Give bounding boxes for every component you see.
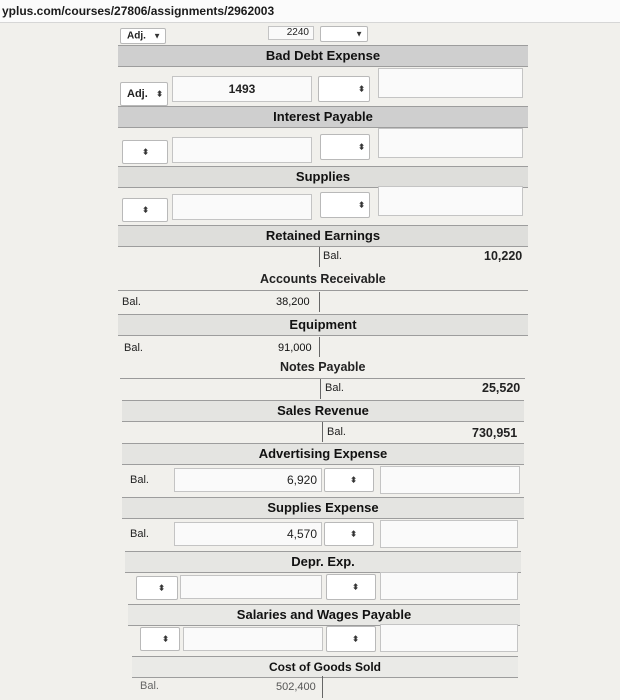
notes-payable-title: Notes Payable bbox=[280, 360, 366, 374]
supplies-debit-input[interactable] bbox=[172, 194, 312, 220]
salaries-payable-credit-select[interactable] bbox=[326, 626, 376, 652]
interest-payable-credit-input[interactable] bbox=[378, 128, 523, 158]
chevron-updown-icon: ⬍ bbox=[142, 205, 149, 215]
retained-earnings-bal-label: Bal. bbox=[323, 250, 342, 262]
supplies-expense-bal-label: Bal. bbox=[130, 528, 149, 540]
sales-revenue-title: Sales Revenue bbox=[277, 403, 369, 418]
chevron-down-icon: ▼ bbox=[153, 31, 161, 41]
cogs-header bbox=[132, 656, 518, 678]
sales-revenue-header bbox=[122, 400, 524, 422]
chevron-updown-icon: ⬍ bbox=[350, 529, 357, 539]
chevron-updown-icon: ⬍ bbox=[358, 142, 365, 152]
retained-earnings-balance: 10,220 bbox=[484, 249, 523, 263]
salaries-payable-debit-input[interactable] bbox=[183, 627, 323, 651]
supplies-expense-credit-input[interactable] bbox=[380, 520, 518, 548]
top-adj-select-label: Adj. bbox=[127, 30, 146, 42]
chevron-updown-icon: ⬍ bbox=[162, 634, 169, 644]
chevron-down-icon: ▼ bbox=[355, 29, 363, 39]
interest-payable-debit-select[interactable] bbox=[122, 140, 168, 164]
interest-payable-debit-input[interactable] bbox=[172, 137, 312, 163]
top-partial-value: 2240 bbox=[286, 27, 309, 38]
bad-debt-adj-select[interactable] bbox=[120, 82, 168, 106]
cogs-bal-label: Bal. bbox=[140, 680, 159, 692]
retained-earnings-title: Retained Earnings bbox=[265, 228, 381, 243]
depr-exp-credit-input[interactable] bbox=[380, 572, 518, 600]
interest-payable-title: Interest Payable bbox=[273, 109, 373, 124]
supplies-expense-balance: 4,570 bbox=[286, 527, 317, 541]
t-account-divider bbox=[322, 422, 323, 442]
advertising-expense-balance: 6,920 bbox=[286, 473, 317, 487]
top-account-select[interactable] bbox=[320, 26, 368, 42]
chevron-updown-icon: ⬍ bbox=[352, 634, 359, 644]
supplies-expense-credit-select[interactable] bbox=[324, 522, 374, 546]
equipment-bal-label: Bal. bbox=[124, 342, 143, 354]
supplies-credit-select[interactable] bbox=[320, 192, 370, 218]
interest-payable-credit-select[interactable] bbox=[320, 134, 370, 160]
equipment-balance: 91,000 bbox=[278, 342, 312, 354]
bad-debt-value: 1493 bbox=[228, 82, 256, 96]
browser-url-bar[interactable] bbox=[0, 0, 620, 23]
supplies-expense-debit-input[interactable] bbox=[174, 522, 322, 546]
supplies-title: Supplies bbox=[295, 169, 351, 184]
cogs-balance: 502,400 bbox=[276, 681, 316, 693]
bad-debt-header bbox=[118, 45, 528, 67]
bad-debt-title: Bad Debt Expense bbox=[265, 48, 381, 63]
advertising-expense-credit-select[interactable] bbox=[324, 468, 374, 492]
supplies-expense-title: Supplies Expense bbox=[267, 500, 379, 515]
advertising-expense-debit-input[interactable] bbox=[174, 468, 322, 492]
depr-exp-title: Depr. Exp. bbox=[291, 554, 355, 569]
chevron-updown-icon: ⬍ bbox=[350, 475, 357, 485]
t-account-divider bbox=[322, 676, 323, 698]
top-partial-value-input[interactable] bbox=[268, 26, 314, 40]
salaries-payable-credit-input[interactable] bbox=[380, 624, 518, 652]
equipment-header bbox=[118, 314, 528, 336]
depr-exp-debit-input[interactable] bbox=[180, 575, 322, 599]
supplies-header bbox=[118, 166, 528, 188]
depr-exp-header bbox=[125, 551, 521, 573]
cogs-title: Cost of Goods Sold bbox=[269, 660, 381, 674]
url-text: yplus.com/courses/27806/assignments/2962003 bbox=[2, 4, 275, 18]
sales-revenue-balance: 730,951 bbox=[472, 426, 518, 440]
accounts-receivable-bal-label: Bal. bbox=[122, 296, 141, 308]
t-account-divider bbox=[320, 379, 321, 399]
equipment-title: Equipment bbox=[289, 317, 357, 332]
retained-earnings-header bbox=[118, 225, 528, 247]
salaries-payable-title: Salaries and Wages Payable bbox=[236, 607, 412, 622]
bad-debt-adj-label: Adj. bbox=[127, 88, 148, 100]
accounts-receivable-title: Accounts Receivable bbox=[260, 272, 386, 286]
supplies-credit-input[interactable] bbox=[378, 186, 523, 216]
bad-debt-credit-input[interactable] bbox=[378, 68, 523, 98]
depr-exp-credit-select[interactable] bbox=[326, 574, 376, 600]
chevron-updown-icon: ⬍ bbox=[142, 147, 149, 157]
t-account-divider bbox=[319, 247, 320, 267]
supplies-expense-header bbox=[122, 497, 524, 519]
chevron-updown-icon: ⬍ bbox=[156, 89, 163, 99]
advertising-expense-credit-input[interactable] bbox=[380, 466, 520, 494]
bad-debt-credit-select[interactable] bbox=[318, 76, 370, 102]
accounts-receivable-rule bbox=[118, 290, 528, 291]
top-adj-select[interactable] bbox=[120, 28, 166, 44]
bad-debt-debit-input[interactable] bbox=[172, 76, 312, 102]
notes-payable-balance: 25,520 bbox=[482, 381, 521, 395]
t-account-divider bbox=[319, 292, 320, 312]
chevron-updown-icon: ⬍ bbox=[358, 200, 365, 210]
supplies-debit-select[interactable] bbox=[122, 198, 168, 222]
salaries-payable-debit-select[interactable] bbox=[140, 627, 180, 651]
advertising-expense-bal-label: Bal. bbox=[130, 474, 149, 486]
accounts-receivable-balance: 38,200 bbox=[276, 296, 310, 308]
chevron-updown-icon: ⬍ bbox=[358, 84, 365, 94]
notes-payable-rule bbox=[120, 378, 525, 379]
t-account-divider bbox=[319, 337, 320, 357]
notes-payable-bal-label: Bal. bbox=[325, 382, 344, 394]
depr-exp-debit-select[interactable] bbox=[136, 576, 178, 600]
interest-payable-header bbox=[118, 106, 528, 128]
chevron-updown-icon: ⬍ bbox=[352, 582, 359, 592]
advertising-expense-title: Advertising Expense bbox=[258, 446, 388, 461]
chevron-updown-icon: ⬍ bbox=[158, 583, 165, 593]
salaries-payable-header bbox=[128, 604, 520, 626]
sales-revenue-bal-label: Bal. bbox=[327, 426, 346, 438]
advertising-expense-header bbox=[122, 443, 524, 465]
